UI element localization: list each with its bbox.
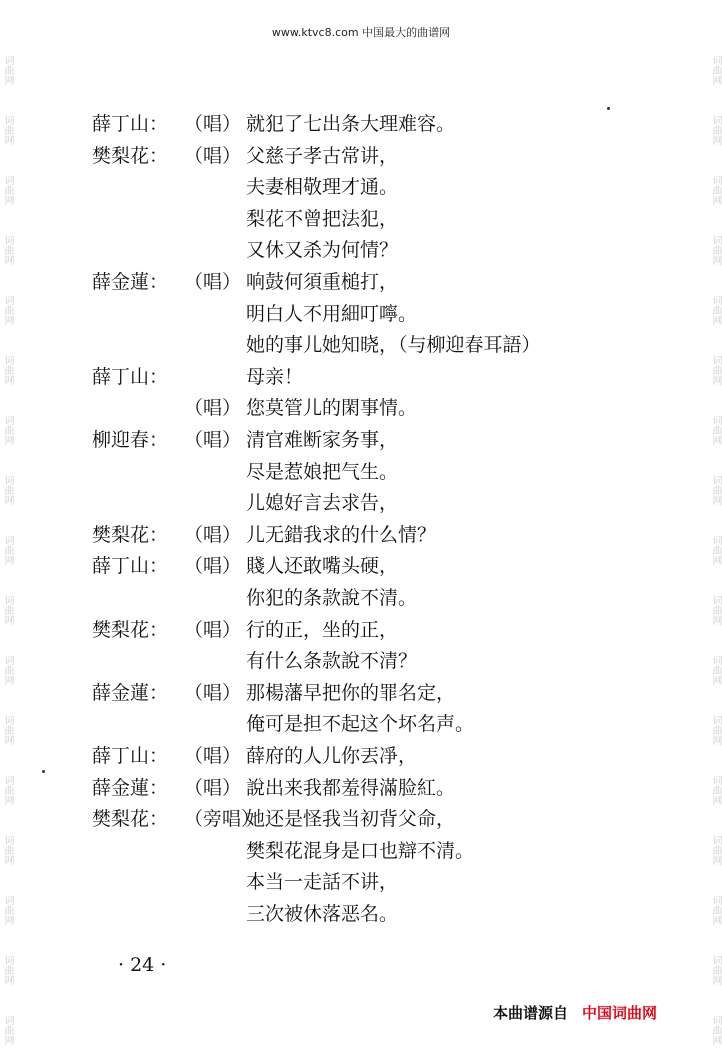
script-line — [92, 866, 398, 898]
line-text: 母亲！ — [246, 366, 304, 388]
line-text: 本当一走話不讲， — [246, 871, 399, 893]
watermark-text: 词曲网 — [2, 235, 13, 265]
line-text: 有什么条款說不清？ — [246, 650, 418, 672]
singing-tag: （唱） — [184, 524, 242, 546]
script-line — [92, 487, 398, 519]
script-line — [92, 171, 398, 203]
script-line — [92, 645, 417, 677]
watermark-text: 词曲网 — [2, 1015, 13, 1045]
speaker-name: 薛丁山： — [92, 113, 169, 135]
script-line — [92, 392, 417, 424]
singing-tag: （唱） — [184, 429, 242, 451]
speaker-name: 薛金蓮： — [92, 682, 169, 704]
watermark-text: 词曲网 — [710, 1015, 721, 1045]
singing-tag: （唱） — [184, 555, 242, 577]
script-line — [92, 708, 474, 740]
watermark-text: 词曲网 — [710, 175, 721, 205]
watermark-text: 词曲网 — [710, 535, 721, 565]
watermark-text: 词曲网 — [2, 475, 13, 505]
line-text: 她的事儿她知晓，（与柳迎春耳語） — [246, 334, 541, 356]
singing-tag: （旁唱） — [184, 808, 261, 830]
line-text: 她还是怪我当初背父命， — [246, 808, 456, 830]
watermark-text: 词曲网 — [710, 715, 721, 745]
watermark-text: 词曲网 — [2, 415, 13, 445]
watermark-text: 词曲网 — [2, 655, 13, 685]
singing-tag: （唱） — [184, 619, 242, 641]
line-text: 你犯的条款說不清。 — [246, 587, 418, 609]
speaker-name: 薛金蓮： — [92, 271, 169, 293]
script-line — [92, 898, 398, 930]
watermark-text: 词曲网 — [2, 535, 13, 565]
singing-tag: （唱） — [184, 682, 242, 704]
footer-credit — [493, 1002, 657, 1023]
watermark-text: 词曲网 — [2, 895, 13, 925]
watermark-text: 词曲网 — [710, 55, 721, 85]
line-text: 樊梨花混身是口也辯不清。 — [246, 840, 475, 862]
line-text: 梨花不曾把法犯， — [246, 208, 399, 230]
scan-speck — [607, 107, 610, 110]
script-line — [92, 803, 455, 835]
speaker-name: 樊梨花： — [92, 145, 169, 167]
script-line — [92, 677, 455, 709]
singing-tag: （唱） — [184, 113, 242, 135]
speaker-name: 樊梨花： — [92, 524, 169, 546]
line-text: 夫妻相敬理才通。 — [246, 176, 399, 198]
line-text: 賤人还敢嘴头硬， — [246, 555, 399, 577]
speaker-name: 樊梨花： — [92, 619, 169, 641]
script-line — [92, 298, 417, 330]
speaker-name: 薛丁山： — [92, 555, 169, 577]
page-header: www.ktvc8.com 中国最大的曲谱网 — [271, 26, 451, 39]
script-line — [92, 740, 417, 772]
watermark-text: 词曲网 — [710, 895, 721, 925]
script-line — [92, 266, 398, 298]
line-text: 明白人不用細叮嚀。 — [246, 303, 418, 325]
line-text: 行的正，坐的正， — [246, 619, 399, 641]
line-text: 薛府的人儿你丟凈， — [246, 745, 418, 767]
script-line — [92, 108, 455, 140]
script-line — [92, 772, 455, 804]
page-number: · 24 · — [118, 954, 167, 976]
left-watermark-strip — [0, 0, 14, 1050]
line-text: 尽是惹娘把气生。 — [246, 461, 399, 483]
line-text: 那楊藩早把你的罪名定， — [246, 682, 456, 704]
watermark-text: 词曲网 — [710, 415, 721, 445]
script-line — [92, 329, 541, 361]
line-text: 三次被休落恶名。 — [246, 903, 399, 925]
watermark-text: 词曲网 — [710, 235, 721, 265]
line-text: 就犯了七出条大理难容。 — [246, 113, 456, 135]
speaker-name: 柳迎春： — [92, 429, 169, 451]
script-line — [92, 203, 398, 235]
watermark-text: 词曲网 — [710, 295, 721, 325]
script-line — [92, 582, 417, 614]
watermark-text: 词曲网 — [710, 775, 721, 805]
watermark-text: 词曲网 — [710, 595, 721, 625]
script-line — [92, 614, 398, 646]
footer-brand: 中国词曲网 — [582, 1004, 658, 1022]
singing-tag: （唱） — [184, 397, 242, 419]
speaker-name: 薛金蓮： — [92, 777, 169, 799]
watermark-text: 词曲网 — [2, 775, 13, 805]
script-line — [92, 456, 398, 488]
line-text: 您莫管儿的閑事情。 — [246, 397, 418, 419]
watermark-text: 词曲网 — [2, 955, 13, 985]
watermark-text: 词曲网 — [2, 355, 13, 385]
watermark-text: 词曲网 — [710, 955, 721, 985]
script-line — [92, 140, 398, 172]
watermark-text: 词曲网 — [2, 595, 13, 625]
line-text: 响鼓何須重槌打， — [246, 271, 399, 293]
watermark-text: 词曲网 — [2, 295, 13, 325]
script-line — [92, 835, 474, 867]
scan-speck — [42, 770, 45, 773]
speaker-name: 薛丁山： — [92, 745, 169, 767]
watermark-text: 词曲网 — [2, 835, 13, 865]
script-line — [92, 550, 398, 582]
speaker-name: 樊梨花： — [92, 808, 169, 830]
script-line — [92, 234, 398, 266]
script-line — [92, 424, 398, 456]
singing-tag: （唱） — [184, 271, 242, 293]
watermark-text: 词曲网 — [2, 715, 13, 745]
singing-tag: （唱） — [184, 145, 242, 167]
watermark-text: 词曲网 — [710, 475, 721, 505]
line-text: 儿媳好言去求告， — [246, 492, 399, 514]
watermark-text: 词曲网 — [2, 175, 13, 205]
script-line — [92, 361, 303, 393]
singing-tag: （唱） — [184, 777, 242, 799]
speaker-name: 薛丁山： — [92, 366, 169, 388]
watermark-text: 词曲网 — [710, 115, 721, 145]
footer-prefix: 本曲谱源自 — [493, 1004, 569, 1022]
line-text: 又休又杀为何情？ — [246, 239, 399, 261]
script-line — [92, 519, 436, 551]
line-text: 俺可是担不起这个坏名声。 — [246, 713, 475, 735]
line-text: 說出来我都羞得滿脸紅。 — [246, 777, 456, 799]
line-text: 清官难断家务事， — [246, 429, 399, 451]
line-text: 儿无錯我求的什么情？ — [246, 524, 437, 546]
watermark-text: 词曲网 — [710, 655, 721, 685]
watermark-text: 词曲网 — [2, 55, 13, 85]
watermark-text: 词曲网 — [710, 355, 721, 385]
line-text: 父慈子孝古常讲， — [246, 145, 399, 167]
watermark-text: 词曲网 — [2, 115, 13, 145]
watermark-text: 词曲网 — [710, 835, 721, 865]
singing-tag: （唱） — [184, 745, 242, 767]
right-watermark-strip — [708, 0, 722, 1050]
